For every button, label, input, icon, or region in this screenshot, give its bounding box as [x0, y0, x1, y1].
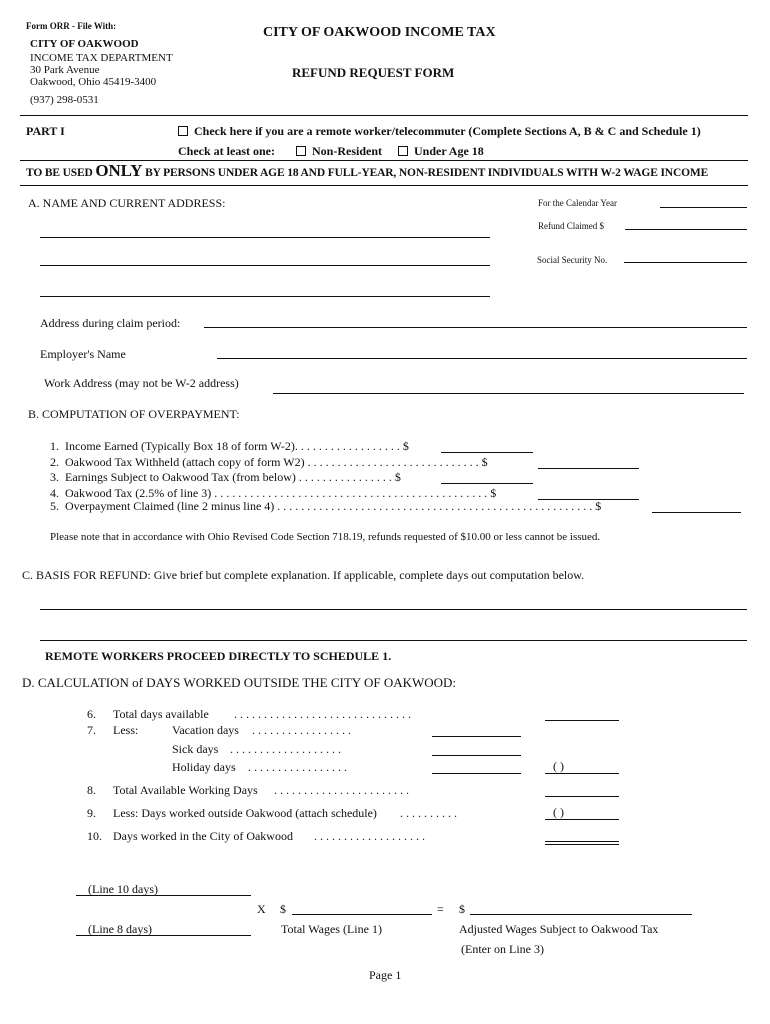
line-7-label: Less: — [113, 723, 139, 737]
line-8-days-label: (Line 8 days) — [88, 922, 152, 936]
dept-name: INCOME TAX DEPARTMENT — [30, 52, 173, 64]
holiday-input[interactable] — [432, 761, 521, 774]
line-8-dots: . . . . . . . . . . . . . . . . . . . . . . . — [274, 783, 409, 797]
usage-notice: TO BE USED ONLY BY PERSONS UNDER AGE 18 AND FULL-YEAR, NON-RESIDENT INDIVIDUALS WITH W-2 WAGE INCOME — [26, 161, 709, 180]
name-line-2[interactable] — [40, 253, 490, 266]
line-9-label: Less: Days worked outside Oakwood (attach schedule) — [113, 806, 377, 820]
line-8-num: 8. — [87, 783, 96, 797]
page-number: Page 1 — [369, 968, 402, 982]
section-b-title: B. COMPUTATION OF OVERPAYMENT: — [28, 407, 240, 421]
calendar-year-label: For the Calendar Year — [538, 198, 617, 208]
line-9-line — [545, 819, 619, 820]
section-d-title: D. CALCULATION of DAYS WORKED OUTSIDE THE CITY OF OAKWOOD: — [22, 675, 457, 690]
line-9-num: 9. — [87, 806, 96, 820]
checkbox-icon[interactable] — [398, 146, 408, 156]
vacation-label: Vacation days — [172, 723, 239, 737]
line-1-input[interactable] — [441, 440, 533, 453]
line-8-input[interactable] — [545, 784, 619, 797]
section-a-title: A. NAME AND CURRENT ADDRESS: — [28, 196, 226, 210]
line-1-row: 1. Income Earned (Typically Box 18 of form W-2). . . . . . . . . . . . . . . . . . $ — [50, 439, 409, 453]
multiply-sign: X — [257, 902, 266, 916]
adjusted-wages-input[interactable] — [470, 902, 692, 915]
line-7-total-line — [545, 773, 619, 774]
line-2-input[interactable] — [538, 456, 639, 469]
line-6-input[interactable] — [545, 708, 619, 721]
remote-worker-check[interactable]: Check here if you are a remote worker/telecommuter (Complete Sections A, B & C and Schedule 1) — [178, 124, 701, 139]
total-wages-input[interactable] — [292, 902, 432, 915]
line-2-row: 2. Oakwood Tax Withheld (attach copy of form W2) . . . . . . . . . . . . . . . . . . . . . . . . . . . . . $ — [50, 455, 488, 469]
equals-sign: = — [437, 902, 444, 916]
sick-label: Sick days — [172, 742, 219, 756]
line-10-days-label: (Line 10 days) — [88, 882, 158, 896]
line-6-label: Total days available — [113, 707, 209, 721]
remote-workers-note: REMOTE WORKERS PROCEED DIRECTLY TO SCHEDULE 1. — [45, 649, 392, 663]
line-7-total-paren: ( ) — [553, 759, 564, 773]
line-10-num: 10. — [87, 829, 102, 843]
ssn-label: Social Security No. — [537, 255, 608, 265]
holiday-dots: . . . . . . . . . . . . . . . . . — [248, 760, 347, 774]
basis-line-1[interactable] — [40, 597, 747, 610]
address-claim-input[interactable] — [204, 315, 747, 328]
employer-input[interactable] — [217, 346, 747, 359]
line-4-row: 4. Oakwood Tax (2.5% of line 3) . . . . . . . . . . . . . . . . . . . . . . . . . . . . . . . . . . . . . . . . . . . . . . $ — [50, 486, 497, 500]
line-6-dots: . . . . . . . . . . . . . . . . . . . . . . . . . . . . . . — [234, 707, 411, 721]
under-18-check[interactable]: Under Age 18 — [398, 144, 484, 159]
line-9-dots: . . . . . . . . . . — [400, 806, 457, 820]
sick-dots: . . . . . . . . . . . . . . . . . . . — [230, 742, 341, 756]
vacation-input[interactable] — [432, 724, 521, 737]
work-address-input[interactable] — [273, 381, 744, 394]
line-9-paren: ( ) — [553, 805, 564, 819]
form-title: CITY OF OAKWOOD INCOME TAX — [263, 25, 496, 40]
name-line-1[interactable] — [40, 225, 490, 238]
vacation-dots: . . . . . . . . . . . . . . . . . — [252, 723, 351, 737]
address-claim-label: Address during claim period: — [40, 316, 181, 330]
line-3-input[interactable] — [441, 471, 533, 484]
line-10-label: Days worked in the City of Oakwood — [113, 829, 293, 843]
employer-label: Employer's Name — [40, 347, 126, 361]
line-5-input[interactable] — [652, 500, 741, 513]
name-line-3[interactable] — [40, 284, 490, 297]
city-address: Oakwood, Ohio 45419-3400 — [30, 76, 157, 88]
phone-number: (937) 298-0531 — [30, 94, 99, 106]
org-name: CITY OF OAKWOOD — [30, 38, 139, 50]
refund-claimed-label: Refund Claimed $ — [538, 221, 604, 231]
line-6-num: 6. — [87, 707, 96, 721]
fraction-bar — [76, 895, 251, 896]
adjusted-wages-label: Adjusted Wages Subject to Oakwood Tax — [459, 922, 659, 936]
total-wages-label: Total Wages (Line 1) — [281, 922, 382, 936]
calendar-year-input[interactable] — [660, 195, 747, 208]
line-3-row: 3. Earnings Subject to Oakwood Tax (from below) . . . . . . . . . . . . . . . . $ — [50, 470, 401, 484]
line-10-double-line — [545, 841, 619, 845]
line-7-num: 7. — [87, 723, 96, 737]
wages-dollar: $ — [280, 902, 286, 916]
work-address-label: Work Address (may not be W-2 address) — [44, 376, 239, 390]
holiday-label: Holiday days — [172, 760, 236, 774]
checkbox-icon[interactable] — [178, 126, 188, 136]
checkbox-icon[interactable] — [296, 146, 306, 156]
line-10-dots: . . . . . . . . . . . . . . . . . . . — [314, 829, 425, 843]
line-5-row: 5. Overpayment Claimed (line 2 minus line 4) . . . . . . . . . . . . . . . . . . . . . . . . . . . . . . . . . . . . . . . . . . . . . . . . . . . . . $ — [50, 499, 602, 513]
enter-on-line-3: (Enter on Line 3) — [461, 942, 544, 956]
adjusted-dollar: $ — [459, 902, 465, 916]
part-label: PART I — [26, 124, 65, 138]
sick-input[interactable] — [432, 743, 521, 756]
form-subtitle: REFUND REQUEST FORM — [292, 65, 455, 80]
refund-claimed-input[interactable] — [625, 217, 747, 230]
basis-line-2[interactable] — [40, 628, 747, 641]
header-divider — [20, 115, 748, 116]
usage-divider — [20, 185, 748, 186]
section-c-title: C. BASIS FOR REFUND: Give brief but complete explanation. If applicable, complete days out computation below. — [22, 568, 585, 582]
ssn-input[interactable] — [624, 250, 747, 263]
street-address: 30 Park Avenue — [30, 64, 100, 76]
check-one-label: Check at least one: — [178, 144, 275, 158]
line-8-label: Total Available Working Days — [113, 783, 258, 797]
form-label: Form ORR - File With: — [26, 21, 117, 31]
non-resident-check[interactable]: Non-Resident — [296, 144, 382, 159]
line-8-days-underline — [76, 935, 251, 936]
refund-note: Please note that in accordance with Ohio Revised Code Section 718.19, refunds requested of $10.00 or less cannot be issued. — [50, 531, 601, 543]
